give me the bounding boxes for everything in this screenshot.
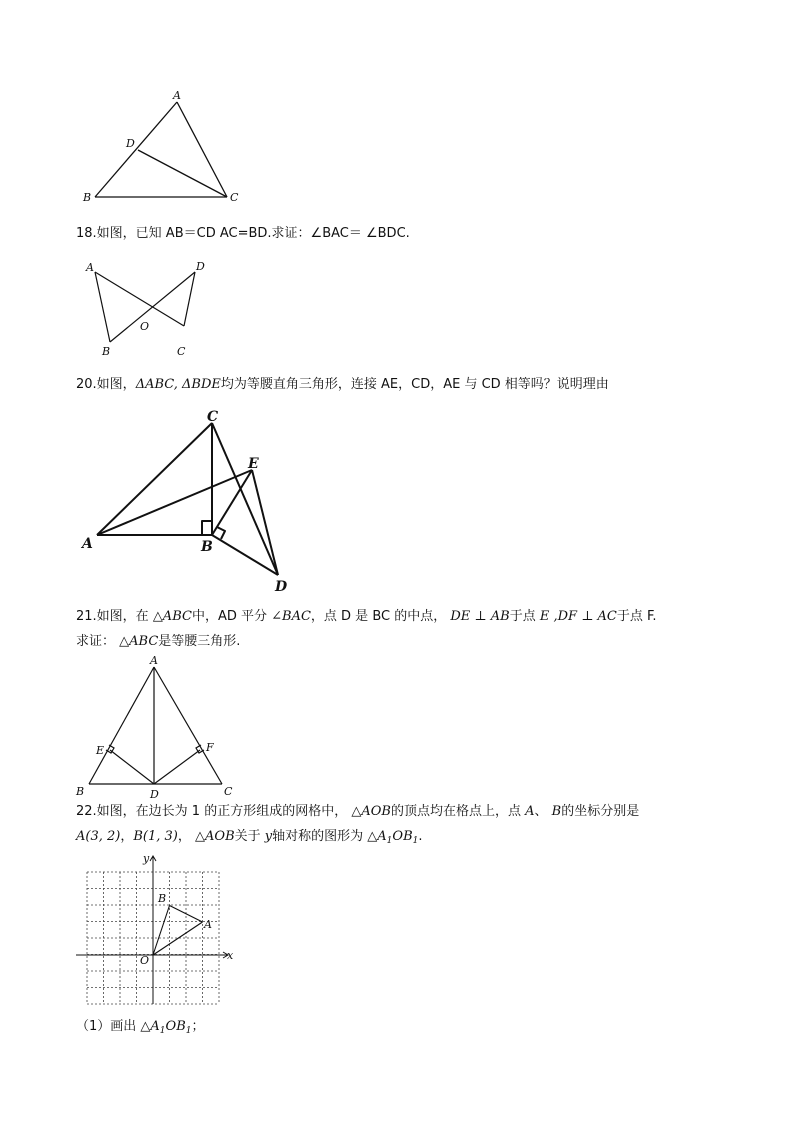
label-o: O [140,954,150,967]
q21-math-2: ∠BAC [271,609,311,624]
question-18 [76,225,410,243]
question-22-part-1 [76,1018,205,1036]
label-b: B [83,191,92,204]
label-d: D [126,137,135,150]
q22-text-d: 轴对称的图形为 [272,829,368,844]
q21-text-d: 于点 [509,609,540,624]
q21-text-c: ，点 D 是 BC 的中点， [310,609,447,624]
question-18-text: 18.如图，已知 AB＝CD AC=BD.求证：∠BAC＝ ∠BDC. [76,226,410,241]
q22-period: . [418,829,423,844]
q22-tri-a1: △A [367,829,387,844]
q22-text-c: 关于 [234,829,265,844]
label-d: D [275,579,288,595]
label-d: D [150,788,159,801]
q22-math-1: △AOB [351,804,391,819]
figure-crossed-triangles [80,255,220,363]
q21-prove-label: 求证： [76,634,116,649]
label-c: C [224,785,233,798]
label-a: A [150,654,158,667]
q22-sep-1: ， [120,829,134,844]
figure-isosceles-right-triangles [80,405,300,595]
q22-tri-ob1: OB [392,829,413,844]
label-b: B [201,539,213,555]
q21-math-3: DE ⊥ AB [450,609,510,624]
q21-text-b: 中，AD 平分 [191,609,272,624]
q22-sep-2: ， [177,829,191,844]
q22-math-3: B [551,804,562,819]
figure-triangle-abc-d [80,85,250,210]
label-c: C [230,191,239,204]
question-20-prefix: 20.如图， [76,377,136,392]
q22-axis-y: y [264,829,273,844]
question-22-line-2 [76,828,423,846]
label-d: D [196,260,205,273]
question-20 [76,376,609,394]
label-e: E [248,456,259,472]
question-20-suffix: 均为等腰直角三角形，连接 AE，CD，AE 与 CD 相等吗？说明理由 [220,377,609,392]
q22-math-2: A [525,804,535,819]
q22-text-b: 的顶点均在格点上，点 [390,804,526,819]
label-a: A [173,89,181,102]
q21-math-1: △ABC [152,609,192,624]
q22-1-text-a: （1）画出 [76,1019,141,1034]
q21-prove-text: 是等腰三角形. [158,634,241,649]
label-o: O [140,320,150,333]
figure-isosceles-abc [72,652,247,800]
q22-1-end: ； [191,1019,205,1034]
question-20-math: ΔABC, ΔBDE [135,377,221,392]
label-y: y [143,852,150,865]
question-21-line-2 [76,633,240,651]
q22-coord-b: B(1, 3) [133,829,178,844]
q21-text-e: 于点 F. [616,609,657,624]
q22-coord-a: A(3, 2) [76,829,121,844]
q22-text-a: 22.如图，在边长为 1 的正方形组成的网格中， [76,804,348,819]
label-b: B [158,892,167,905]
question-21-line-1 [76,608,657,626]
q22-tri-aob: △AOB [195,829,235,844]
label-e: E [96,744,105,757]
label-a: A [204,918,212,931]
figure-coordinate-grid [70,850,240,1010]
q22-1-math: △A [140,1019,160,1034]
q21-text-a: 21.如图，在 [76,609,153,624]
q22-1-sub-2: 1 [185,1026,192,1036]
label-c: C [207,409,219,425]
label-c: C [177,345,186,358]
label-a: A [82,536,93,552]
label-a: A [86,261,94,274]
q22-text-d: 的坐标分别是 [561,804,640,819]
q22-sub-2: 1 [412,836,419,846]
label-x: x [227,949,234,962]
label-f: F [206,741,214,754]
label-b: B [76,785,85,798]
q22-1-math-2: OB [165,1019,186,1034]
q21-prove-math: △ABC [119,634,159,649]
q22-1-sub-1: 1 [159,1026,166,1036]
q22-text-c: 、 [534,804,548,819]
label-b: B [102,345,111,358]
q22-sub-1: 1 [386,836,393,846]
question-22-line-1 [76,803,639,821]
q21-math-4: E ,DF ⊥ AC [539,609,617,624]
